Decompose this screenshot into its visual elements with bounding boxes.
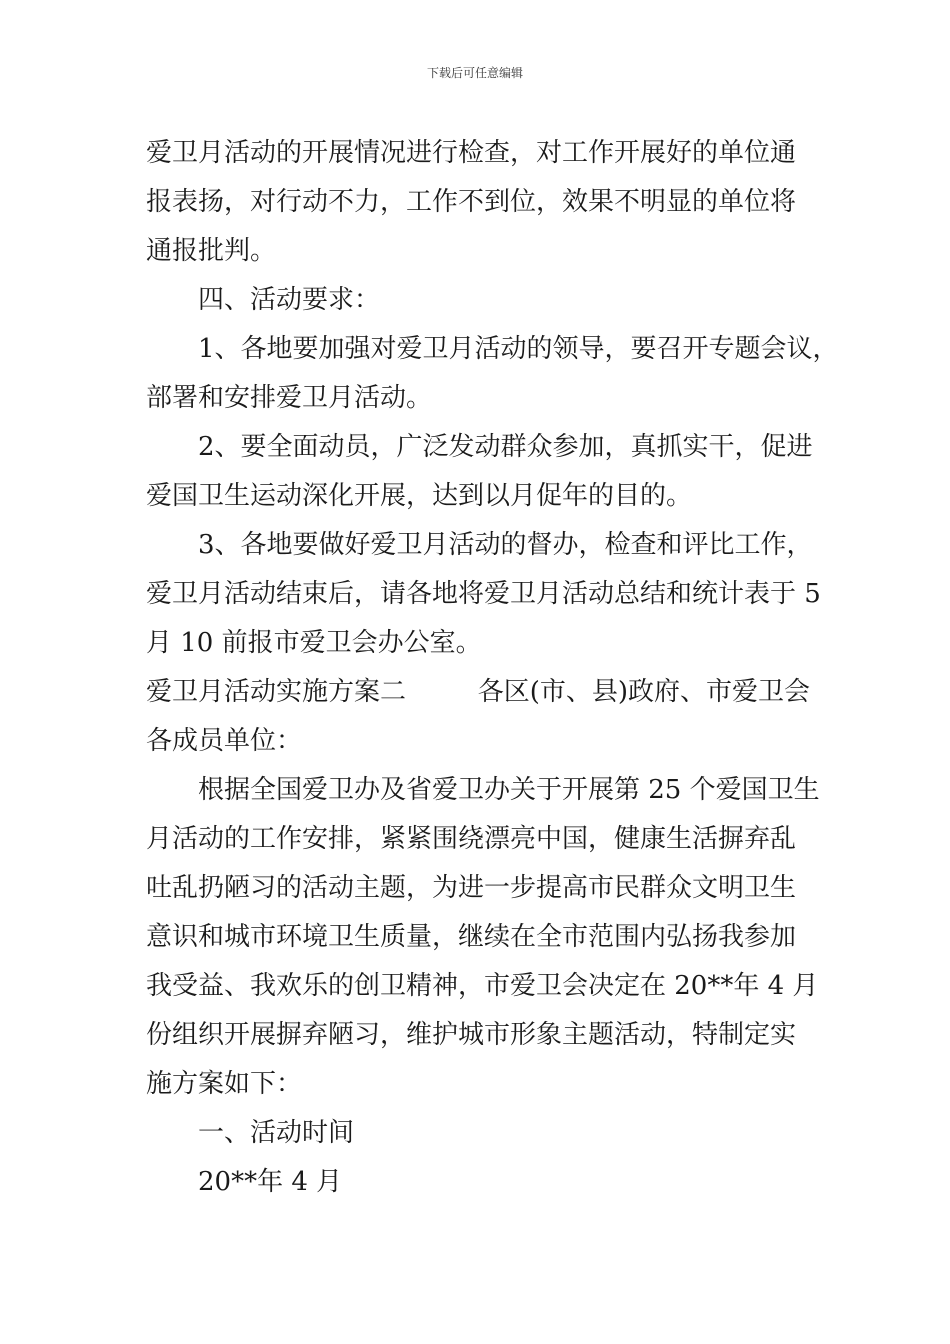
document-body bbox=[146, 129, 839, 1207]
body-line: 1、各地要加强对爱卫月活动的领导，要召开专题会议， bbox=[198, 334, 839, 364]
body-line: 爱卫月活动的开展情况进行检查，对工作开展好的单位通 bbox=[146, 138, 797, 168]
body-line: 爱国卫生运动深化开展，达到以月促年的目的。 bbox=[146, 481, 693, 511]
body-line: 月活动的工作安排，紧紧围绕漂亮中国，健康生活摒弃乱 bbox=[146, 824, 797, 854]
body-line: 通报批判。 bbox=[146, 236, 277, 266]
body-line: 3、各地要做好爱卫月活动的督办，检查和评比工作， bbox=[198, 530, 813, 560]
body-line: 根据全国爱卫办及省爱卫办关于开展第 25 个爱国卫生 bbox=[198, 775, 820, 805]
body-line: 20**年 4 月 bbox=[198, 1167, 343, 1197]
body-line: 报表扬，对行动不力，工作不到位，效果不明显的单位将 bbox=[146, 187, 797, 217]
page-header-note: 下载后可任意编辑 bbox=[426, 66, 523, 80]
section-heading-requirements: 四、活动要求： bbox=[198, 285, 381, 315]
plan-title: 爱卫月活动实施方案二 bbox=[146, 677, 407, 707]
body-line: 各成员单位： bbox=[146, 726, 303, 756]
body-line: 部署和安排爱卫月活动。 bbox=[146, 383, 433, 413]
body-line: 2、要全面动员，广泛发动群众参加，真抓实干，促进 bbox=[198, 432, 813, 462]
body-line: 施方案如下： bbox=[146, 1069, 303, 1099]
body-line: 我受益、我欢乐的创卫精神，市爱卫会决定在 20**年 4 月 bbox=[146, 971, 819, 1001]
section-heading-time: 一、活动时间 bbox=[198, 1118, 355, 1148]
plan-recipients: 各区(市、县)政府、市爱卫会 bbox=[477, 677, 810, 707]
body-line: 爱卫月活动结束后，请各地将爱卫月活动总结和统计表于 5 bbox=[146, 579, 821, 609]
body-line: 吐乱扔陋习的活动主题，为进一步提高市民群众文明卫生 bbox=[146, 873, 797, 903]
plan-title-row bbox=[146, 668, 810, 717]
body-line: 意识和城市环境卫生质量，继续在全市范围内弘扬我参加 bbox=[146, 922, 797, 952]
body-line: 份组织开展摒弃陋习，维护城市形象主题活动，特制定实 bbox=[146, 1020, 797, 1050]
body-line: 月 10 前报市爱卫会办公室。 bbox=[146, 628, 482, 658]
